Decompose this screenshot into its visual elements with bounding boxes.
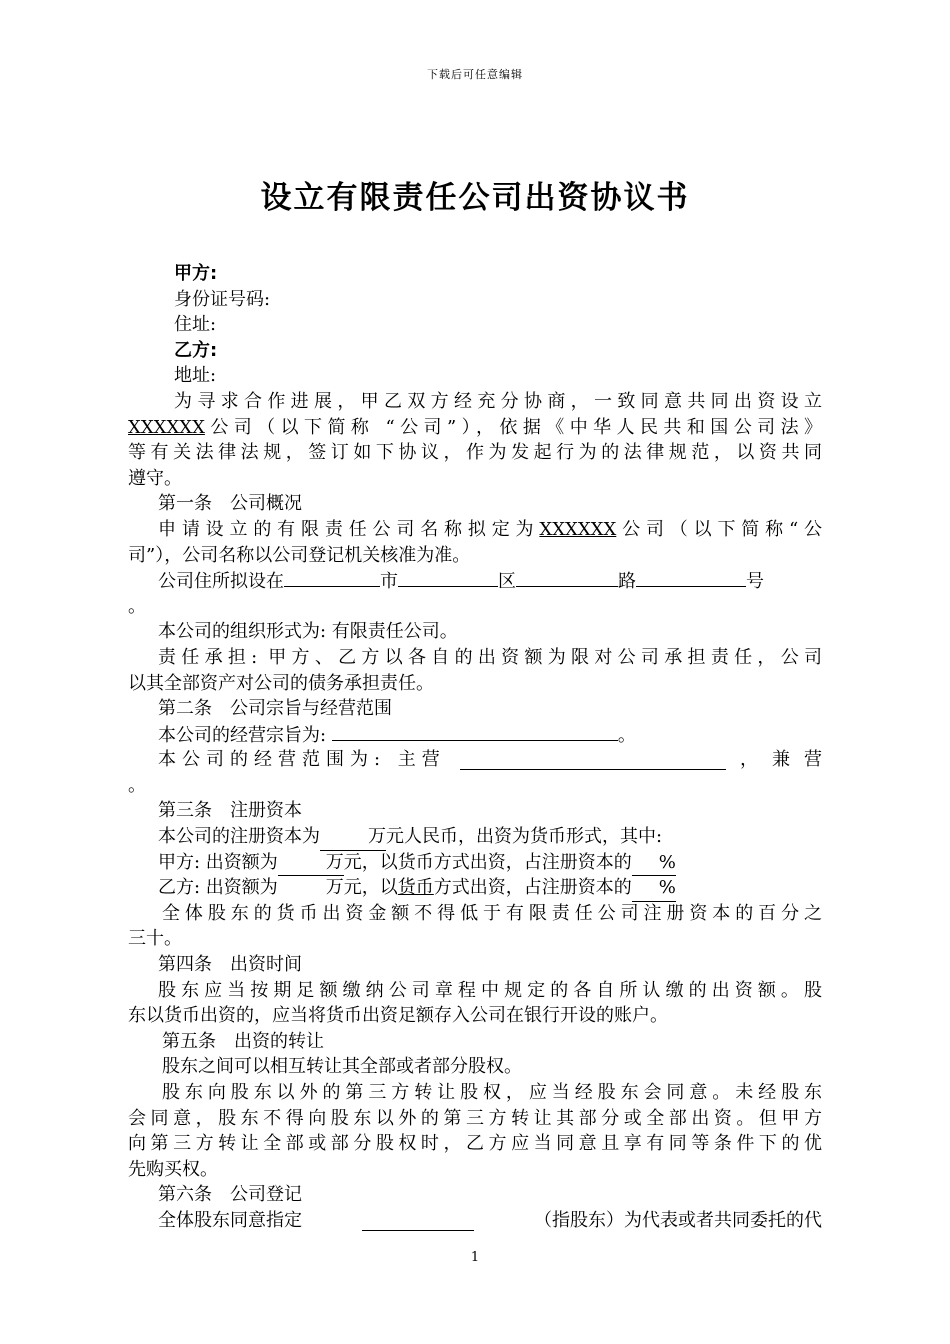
capital-unit: 万 (368, 826, 386, 848)
party-a-label: 甲方: (174, 263, 218, 284)
district-label: 区 (498, 571, 516, 593)
article-1-name-line-2: 司”），公司名称以公司登记机关核准为准。 (128, 544, 471, 566)
scope-period: 。 (128, 774, 146, 796)
party-b-percent: % (658, 877, 676, 899)
article-5-para-1: 股东之间可以相互转让其全部或者部分股权。 (162, 1056, 522, 1078)
number-label: 号 (746, 571, 764, 593)
capital-post: 元人民币，出资为货币形式，其中: (386, 826, 663, 848)
number-blank[interactable] (636, 568, 746, 587)
org-form-line: 本公司的组织形式为: 有限责任公司。 (158, 621, 458, 643)
scope-main-blank[interactable] (460, 751, 726, 770)
party-b-amount-blank[interactable] (278, 875, 344, 901)
purpose-line (128, 722, 822, 748)
capital-line (128, 824, 822, 850)
purpose-blank[interactable] (332, 722, 618, 741)
party-b-contrib-post-2: 方式出资，占注册资本的 (433, 877, 632, 899)
article-6-line-1 (128, 1208, 822, 1234)
article-5-para-2-line-4: 先购买权。 (128, 1158, 218, 1180)
article-1-name-line (128, 517, 822, 543)
id-number-label: 身份证号码: (174, 288, 271, 310)
party-a-amount-blank[interactable] (278, 850, 344, 877)
address-pre: 公司住所拟设在 (158, 571, 284, 593)
road-label: 路 (618, 571, 636, 593)
liability-line-2: 以其全部资产对公司的债务承担责任。 (128, 672, 434, 694)
article-6-heading: 第六条 公司登记 (158, 1184, 302, 1206)
document-title: 设立有限责任公司出资协议书 (260, 180, 690, 216)
liability-line-1: 责任承担: 甲方、乙方以各自的出资额为限对公司承担责任，公司 (158, 646, 822, 668)
article-1-heading: 第一条 公司概况 (158, 493, 302, 515)
party-a-contrib-post: 元，以货币方式出资，占注册资本的 (343, 851, 632, 873)
preamble-line-1: 为寻求合作进展，甲乙双方经充分协商，一致同意共同出资设立 (174, 390, 822, 412)
address-period: 。 (128, 595, 146, 617)
scope-line (128, 747, 836, 773)
article-5-para-2-line-1: 股东向股东以外的第三方转让股权，应当经股东会同意。未经股东 (162, 1082, 822, 1103)
party-b-currency: 货币 (397, 877, 434, 899)
address-b-label: 地址: (174, 365, 217, 387)
company-name-placeholder-2: XXXXXX (539, 518, 617, 540)
minimum-capital-line-2: 三十。 (128, 928, 182, 950)
city-label: 市 (380, 571, 398, 593)
capital-blank[interactable] (320, 824, 386, 851)
article-5-para-2-line-3: 向第三方转让全部或部分股权时，乙方应当同意且享有同等条件下的优 (128, 1133, 822, 1155)
district-blank[interactable] (398, 568, 498, 587)
document-body (128, 261, 836, 1234)
address-a-label: 住址: (174, 314, 217, 336)
article-4-line-2: 东以货币出资的，应当将货币出资足额存入公司在银行开设的账户。 (128, 1005, 668, 1027)
party-b-percent-blank[interactable] (632, 875, 676, 902)
designee-blank[interactable] (362, 1212, 474, 1231)
preamble-line-3: 等有关法律法规，签订如下协议，作为发起行为的法律规范，以资共同 (128, 442, 822, 464)
preamble-line-2-text: 公司（以下简称 “公司”），依据《中华人民共和国公司法》 (204, 416, 822, 438)
article-3-heading: 第三条 注册资本 (158, 800, 302, 822)
article-1-name-pre: 申请设立的有限责任公司名称拟定为 (158, 518, 540, 540)
article-4-line-1: 股东应当按期足额缴纳公司章程中规定的各自所认缴的出资额。股 (158, 979, 822, 1001)
page-number: 1 (470, 1250, 480, 1265)
party-a-contrib-pre: 甲方: 出资额为 (158, 851, 278, 873)
party-b-unit: 万 (325, 877, 344, 899)
party-b-contrib-post-1: 元，以 (343, 877, 398, 899)
party-a-contribution-line (128, 850, 822, 876)
road-blank[interactable] (516, 568, 618, 587)
article-1-name-post: 公司（以下简称“公 (616, 518, 823, 540)
preamble-line-2 (128, 415, 822, 441)
party-a-percent: % (658, 851, 676, 873)
company-name-placeholder: XXXXXX (128, 416, 205, 438)
article-6-pre: 全体股东同意指定 (158, 1209, 302, 1231)
party-b-label: 乙方: (174, 339, 218, 361)
capital-pre: 本公司的注册资本为 (158, 826, 320, 848)
city-blank[interactable] (284, 568, 380, 587)
party-b-contribution-line (128, 875, 822, 901)
party-a-percent-blank[interactable] (632, 850, 676, 877)
article-5-heading: 第五条 出资的转让 (162, 1030, 324, 1052)
article-2-heading: 第二条 公司宗旨与经营范围 (158, 698, 392, 720)
party-a-unit: 万 (325, 851, 344, 873)
preamble-line-4: 遵守。 (128, 467, 182, 489)
scope-mid: ，兼营 (739, 749, 836, 771)
article-4-heading: 第四条 出资时间 (158, 954, 302, 976)
purpose-end: 。 (617, 724, 636, 746)
minimum-capital-line-1: 全体股东的货币出资金额不得低于有限责任公司注册资本的百分之 (162, 902, 822, 924)
article-6-post: （指股东）为代表或者共同委托的代 (534, 1209, 822, 1231)
page-header-note: 下载后可任意编辑 (427, 68, 523, 81)
scope-label: 本公司的经营范围为: 主营 (158, 749, 446, 771)
party-b-contrib-pre: 乙方: 出资额为 (158, 877, 278, 899)
article-5-para-2-line-2: 会同意，股东不得向股东以外的第三方转让其部分或全部出资。但甲方 (128, 1107, 822, 1129)
article-1-address-line (128, 568, 822, 594)
purpose-label: 本公司的经营宗旨为: (158, 724, 327, 746)
